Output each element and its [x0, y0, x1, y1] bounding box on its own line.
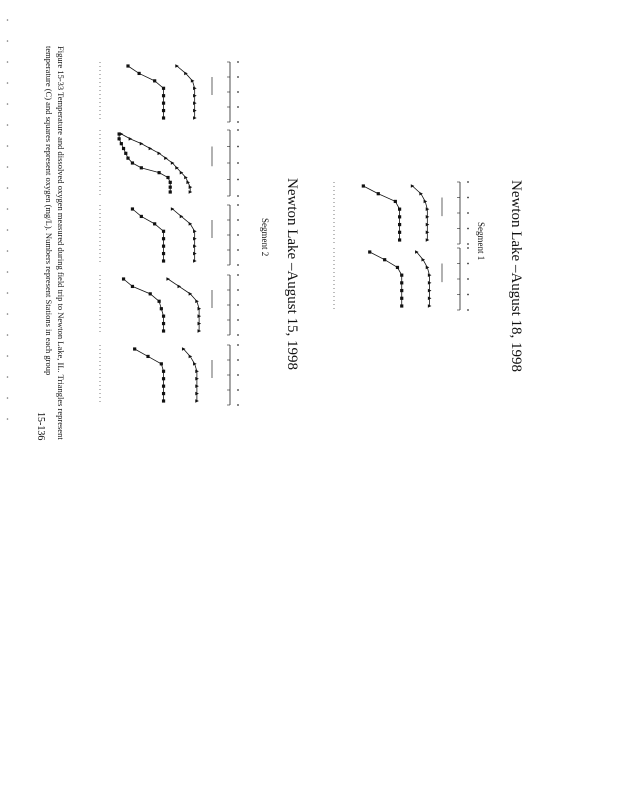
tick-dot: [237, 129, 239, 131]
data-point-square: [162, 259, 165, 262]
data-point-square: [162, 399, 165, 402]
tick-dot: [237, 374, 239, 376]
data-point-square: [131, 285, 134, 288]
data-point-square: [162, 252, 165, 255]
data-point-square: [400, 281, 403, 284]
data-point-triangle: [189, 355, 193, 359]
series-line-triangle: [172, 209, 194, 261]
tick-dot: [467, 212, 469, 214]
data-point-square: [146, 355, 149, 358]
data-point-square: [398, 223, 401, 226]
tick-dot: [237, 334, 239, 336]
tick-dot: [237, 162, 239, 164]
data-point-square: [122, 277, 125, 280]
tick-dot: [467, 197, 469, 199]
tick-dot: [237, 344, 239, 346]
data-point-square: [133, 347, 136, 350]
tick-dot: [467, 294, 469, 296]
data-point-triangle: [189, 222, 193, 226]
tick-dot: [237, 204, 239, 206]
data-point-square: [162, 385, 165, 388]
data-point-square: [396, 266, 399, 269]
data-point-triangle: [129, 137, 133, 141]
data-point-square: [160, 307, 163, 310]
series-line-square: [363, 186, 399, 240]
tick-dot: [237, 274, 239, 276]
data-point-square: [162, 109, 165, 112]
data-point-triangle: [120, 132, 124, 136]
data-point-square: [158, 300, 161, 303]
page-number: 15-136: [35, 412, 46, 441]
data-point-square: [118, 137, 121, 140]
tick-dot: [237, 319, 239, 321]
data-point-square: [162, 392, 165, 395]
data-point-square: [162, 329, 165, 332]
segment-label-2: Segment 2: [260, 218, 270, 257]
data-point-square: [162, 237, 165, 240]
tick-dot: [467, 247, 469, 249]
tick-dot: [237, 106, 239, 108]
data-point-square: [126, 64, 129, 67]
data-point-square: [162, 370, 165, 373]
data-point-square: [162, 116, 165, 119]
data-point-square: [140, 215, 143, 218]
tick-dot: [237, 264, 239, 266]
data-point-square: [122, 147, 125, 150]
data-point-square: [169, 190, 172, 193]
tick-dot: [467, 309, 469, 311]
series-line-square: [119, 134, 170, 192]
data-point-square: [377, 192, 380, 195]
data-point-square: [149, 292, 152, 295]
figure-caption-line2: temperature (C) and squares represent oxygen (mg/L). Numbers represent Stations in each group: [44, 46, 54, 376]
data-point-square: [398, 208, 401, 211]
tick-dot: [237, 61, 239, 63]
tick-dot: [237, 91, 239, 93]
tick-dot: [237, 146, 239, 148]
tick-dot: [237, 76, 239, 78]
data-point-square: [120, 142, 123, 145]
data-point-square: [368, 250, 371, 253]
tick-dot: [237, 404, 239, 406]
data-point-square: [169, 181, 172, 184]
tick-dot: [237, 219, 239, 221]
data-point-square: [162, 377, 165, 380]
data-point-square: [131, 207, 134, 210]
tick-dot: [467, 278, 469, 280]
data-point-square: [400, 297, 403, 300]
data-point-square: [140, 166, 143, 169]
series-line-triangle: [168, 279, 199, 331]
data-point-square: [169, 186, 172, 189]
series-line-square: [128, 66, 164, 118]
tick-dot: [237, 249, 239, 251]
data-point-square: [166, 176, 169, 179]
tick-dot: [467, 263, 469, 265]
tick-dot: [237, 304, 239, 306]
data-point-square: [160, 362, 163, 365]
tick-dot: [467, 181, 469, 183]
figure-caption-line1: Figure 15-33 Temperature and dissolved oxygen measured during field trip to Newton Lake, IL. Triangles represent: [56, 46, 66, 440]
data-point-square: [124, 152, 127, 155]
tick-dot: [467, 243, 469, 245]
data-point-square: [138, 72, 141, 75]
data-point-triangle: [419, 192, 423, 196]
data-point-triangle: [421, 258, 425, 262]
data-point-square: [162, 230, 165, 233]
series-line-square: [124, 279, 164, 331]
data-point-square: [162, 245, 165, 248]
tick-dot: [237, 179, 239, 181]
data-point-square: [162, 315, 165, 318]
data-point-square: [398, 231, 401, 234]
tick-dot: [237, 359, 239, 361]
data-point-square: [126, 157, 129, 160]
data-point-square: [162, 87, 165, 90]
tick-dot: [467, 228, 469, 230]
tick-dot: [237, 121, 239, 123]
data-point-square: [383, 258, 386, 261]
data-point-square: [400, 274, 403, 277]
data-point-square: [394, 200, 397, 203]
tick-dot: [237, 389, 239, 391]
chart-title-sub: Newton Lake –August 15, 1998: [284, 178, 300, 371]
data-point-square: [153, 79, 156, 82]
tick-dot: [237, 195, 239, 197]
segment-label-1: Segment 1: [476, 222, 486, 261]
tick-dot: [237, 289, 239, 291]
data-point-square: [400, 289, 403, 292]
data-point-square: [158, 171, 161, 174]
series-line-square: [132, 209, 163, 261]
data-point-square: [398, 238, 401, 241]
chart-title-main: Newton Lake –August 18, 1998: [508, 180, 524, 373]
data-point-square: [362, 184, 365, 187]
data-point-square: [162, 102, 165, 105]
data-point-square: [162, 322, 165, 325]
data-point-triangle: [149, 147, 153, 151]
tick-dot: [237, 234, 239, 236]
data-point-square: [162, 94, 165, 97]
data-point-triangle: [140, 142, 144, 146]
data-point-square: [398, 215, 401, 218]
data-point-square: [131, 161, 134, 164]
data-point-square: [153, 222, 156, 225]
data-point-square: [400, 304, 403, 307]
